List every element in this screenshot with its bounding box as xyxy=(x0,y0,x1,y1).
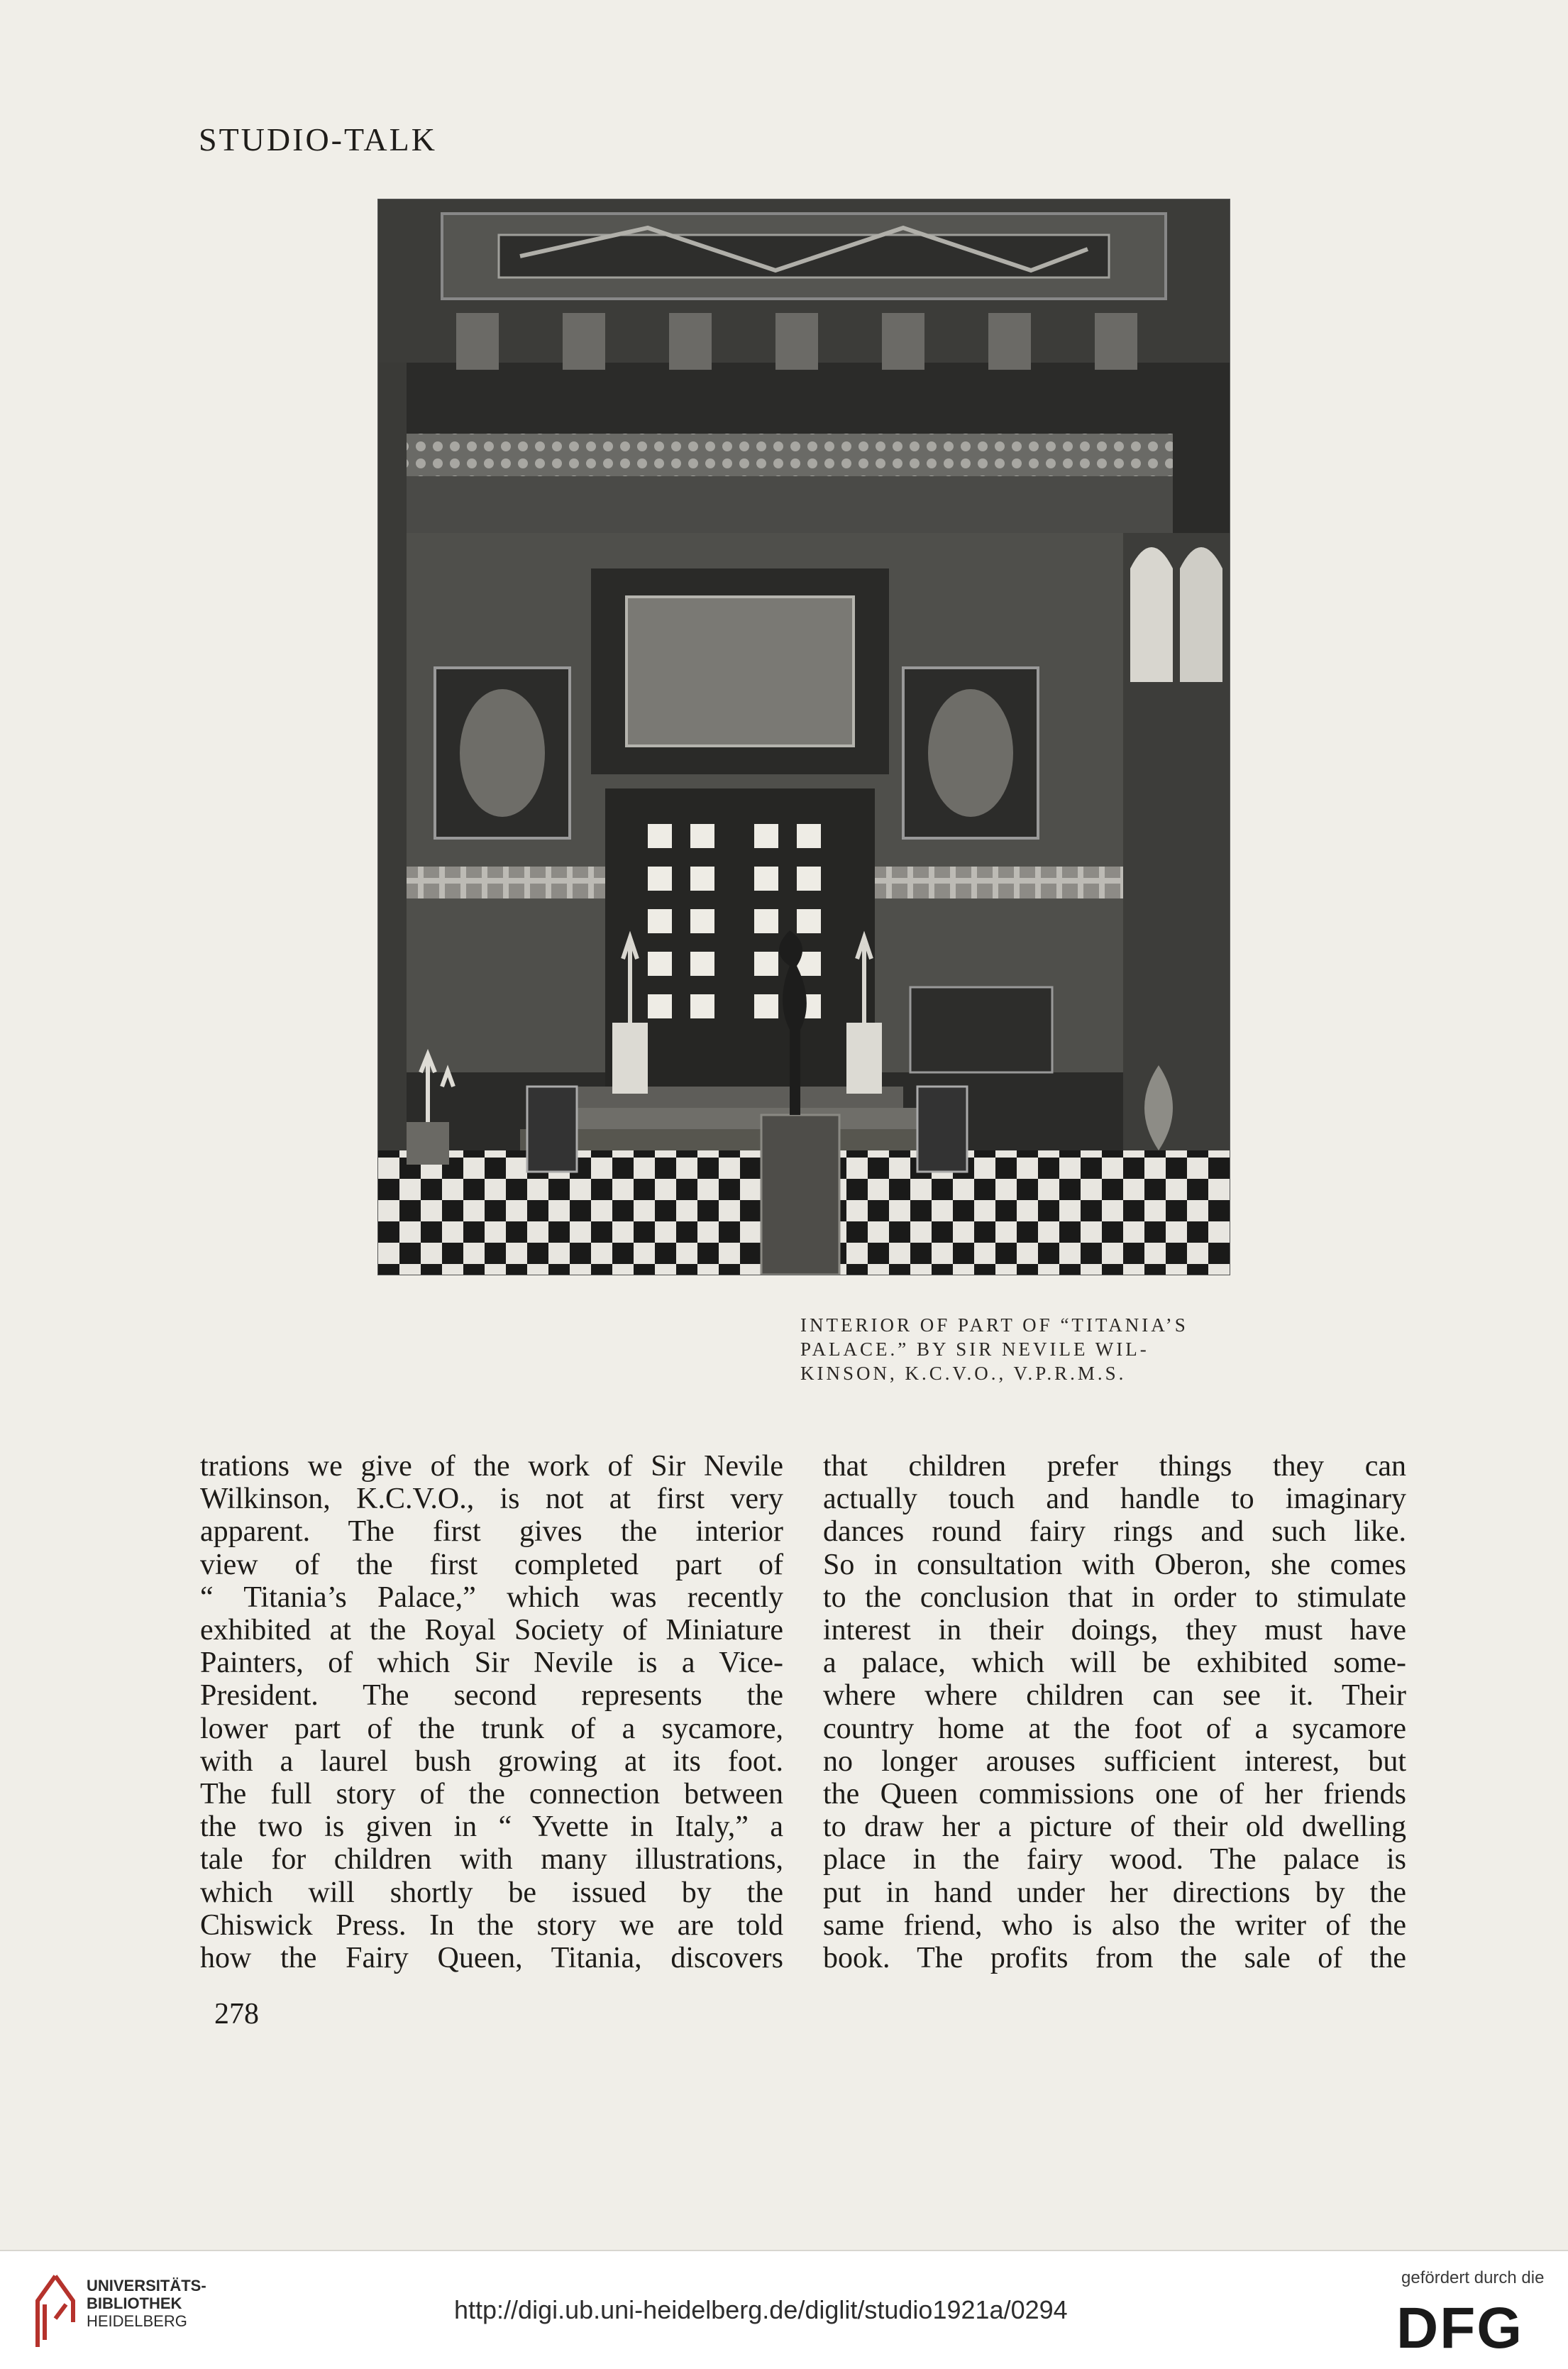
library-name-line: UNIVERSITÄTS- xyxy=(87,2277,206,2294)
text-line: book. The profits from the sale of the xyxy=(823,1942,1406,1975)
figure-caption xyxy=(800,1313,1233,1385)
text-line: exhibited at the Royal Society of Miniature xyxy=(200,1614,783,1647)
text-line: country home at the foot of a sycamore xyxy=(823,1712,1406,1745)
body-column-left xyxy=(200,1450,783,1974)
library-name xyxy=(87,2277,206,2330)
text-line: with a laurel bush growing at its foot. xyxy=(200,1744,783,1778)
text-line: actually touch and handle to imaginary xyxy=(823,1483,1406,1516)
permalink-link[interactable]: http://digi.ub.uni-heidelberg.de/diglit/studio1921a/0294 xyxy=(454,2295,1068,2324)
text-line: the two is given in “ Yvette in Italy,” a xyxy=(200,1810,783,1844)
text-line: dances round fairy rings and such like. xyxy=(823,1515,1406,1549)
text-line: where where children can see it. Their xyxy=(823,1679,1406,1713)
library-name-line: HEIDELBERG xyxy=(87,2312,187,2330)
library-name-line: BIBLIOTHEK xyxy=(87,2294,182,2312)
text-line: a palace, which will be exhibited some- xyxy=(823,1647,1406,1680)
text-line: Chiswick Press. In the story we are told xyxy=(200,1908,783,1942)
library-logo-icon xyxy=(34,2272,77,2351)
text-line: put in hand under her directions by the xyxy=(823,1876,1406,1909)
caption-line: KINSON, K.C.V.O., V.P.R.M.S. xyxy=(800,1363,1127,1384)
digitization-footer xyxy=(0,2250,1568,2369)
body-column-right xyxy=(823,1450,1406,1974)
text-line: place in the fairy wood. The palace is xyxy=(823,1843,1406,1876)
text-line: interest in their doings, they must have xyxy=(823,1614,1406,1647)
text-line: lower part of the trunk of a sycamore, xyxy=(200,1712,783,1745)
text-line: view of the first completed part of xyxy=(200,1548,783,1581)
text-line: which will shortly be issued by the xyxy=(200,1876,783,1909)
page-number: 278 xyxy=(214,1998,259,2030)
text-line: that children prefer things they can xyxy=(823,1450,1406,1483)
text-line: to draw her a picture of their old dwelling xyxy=(823,1810,1406,1844)
caption-line: PALACE.” BY SIR NEVILE WIL- xyxy=(800,1339,1149,1360)
text-line: trations we give of the work of Sir Nevile xyxy=(200,1450,783,1483)
text-line: tale for children with many illustrations, xyxy=(200,1843,783,1876)
text-line: The full story of the connection between xyxy=(200,1778,783,1811)
text-line: apparent. The first gives the interior xyxy=(200,1515,783,1549)
text-line: to the conclusion that in order to stimulate xyxy=(823,1581,1406,1614)
text-line: So in consultation with Oberon, she comes xyxy=(823,1548,1406,1581)
text-line: the Queen commissions one of her friends xyxy=(823,1778,1406,1811)
funding-label: gefördert durch die xyxy=(1401,2268,1545,2287)
caption-line: INTERIOR OF PART OF “TITANIA’S xyxy=(800,1314,1188,1336)
text-line: how the Fairy Queen, Titania, discovers xyxy=(200,1942,783,1975)
photo-plate-titania-palace xyxy=(378,199,1230,1275)
text-line: “ Titania’s Palace,” which was recently xyxy=(200,1581,783,1614)
text-line: same friend, who is also the writer of the xyxy=(823,1908,1406,1942)
text-line: President. The second represents the xyxy=(200,1679,783,1713)
running-head: STUDIO-TALK xyxy=(199,121,437,158)
text-line: Painters, of which Sir Nevile is a Vice- xyxy=(200,1647,783,1680)
text-line: Wilkinson, K.C.V.O., is not at first very xyxy=(200,1483,783,1516)
text-line: no longer arouses sufficient interest, but xyxy=(823,1744,1406,1778)
dfg-logo: DFG xyxy=(1396,2296,1524,2360)
